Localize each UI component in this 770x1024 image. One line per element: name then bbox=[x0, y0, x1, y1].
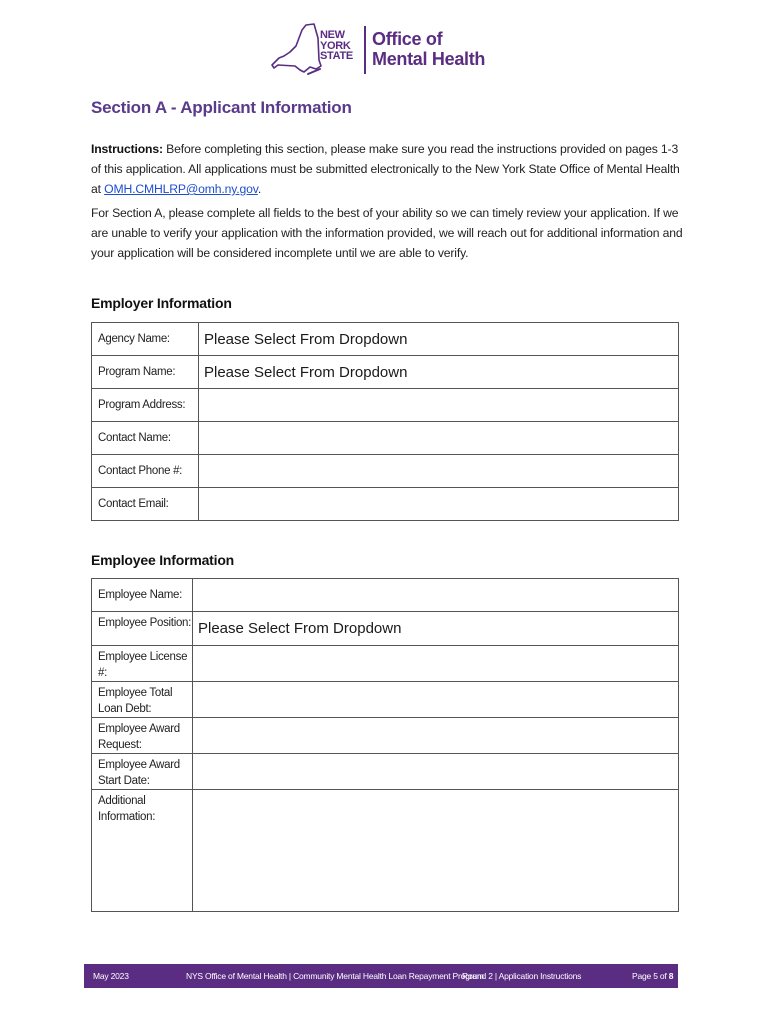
section-a-paragraph: For Section A, please complete all fields to the best of your ability so we can timely review your application. If we are unable to verify your application with the information provided, we will reach out for additional information and your application will be considered incomplete until we are able to verify. bbox=[91, 206, 683, 260]
instructions-end: . bbox=[257, 182, 262, 196]
employee-award-request-field[interactable] bbox=[193, 718, 679, 754]
table-row bbox=[92, 323, 679, 356]
office-line-1: Office of bbox=[372, 29, 443, 49]
field-label: Employee License #: bbox=[92, 646, 193, 682]
footer-round: Round 2 | Application Instructions bbox=[462, 971, 582, 981]
instructions-label: Instructions: bbox=[91, 142, 163, 156]
table-row bbox=[92, 488, 679, 521]
agency-name-dropdown[interactable]: Please Select From Dropdown bbox=[199, 323, 679, 356]
program-name-dropdown[interactable]: Please Select From Dropdown bbox=[199, 356, 679, 389]
contact-email-field[interactable] bbox=[199, 488, 679, 521]
new-york-state-map-icon bbox=[270, 22, 322, 80]
field-label: Employee Award Request: bbox=[92, 718, 193, 754]
table-row bbox=[92, 790, 679, 912]
field-label: Employee Position: bbox=[92, 612, 193, 646]
employee-total-loan-debt-field[interactable] bbox=[193, 682, 679, 718]
table-row bbox=[92, 718, 679, 754]
table-row bbox=[92, 646, 679, 682]
email-link[interactable]: OMH.CMHLRP@omh.ny.gov bbox=[104, 182, 258, 196]
state-line-2: YORK bbox=[320, 39, 351, 52]
table-row bbox=[92, 422, 679, 455]
footer-page-prefix: Page 5 of bbox=[632, 971, 669, 981]
field-label: Program Name: bbox=[92, 356, 199, 389]
employee-information-title: Employee Information bbox=[91, 552, 235, 568]
contact-phone-field[interactable] bbox=[199, 455, 679, 488]
nys-omh-logo bbox=[270, 22, 500, 80]
table-row bbox=[92, 754, 679, 790]
field-label: Additional Information: bbox=[92, 790, 193, 912]
footer-page-number bbox=[632, 971, 673, 981]
employee-license-field[interactable] bbox=[193, 646, 679, 682]
employee-name-field[interactable] bbox=[193, 579, 679, 612]
field-label: Employee Name: bbox=[92, 579, 193, 612]
additional-information-field[interactable] bbox=[193, 790, 679, 912]
contact-name-field[interactable] bbox=[199, 422, 679, 455]
field-label: Contact Name: bbox=[92, 422, 199, 455]
office-line-2: Mental Health bbox=[372, 49, 486, 69]
instructions-paragraph bbox=[91, 139, 691, 199]
page-footer bbox=[84, 964, 678, 988]
table-row bbox=[92, 389, 679, 422]
state-line-1: NEW bbox=[320, 29, 345, 41]
employer-information-table bbox=[91, 322, 679, 521]
table-row bbox=[92, 356, 679, 389]
field-label: Contact Email: bbox=[92, 488, 199, 521]
footer-program: NYS Office of Mental Health | Community Mental Health Loan Repayment Program bbox=[186, 971, 484, 981]
table-row bbox=[92, 455, 679, 488]
field-label: Employee Total Loan Debt: bbox=[92, 682, 193, 718]
logo-divider bbox=[364, 26, 366, 74]
office-wordmark bbox=[372, 29, 485, 69]
field-label: Contact Phone #: bbox=[92, 455, 199, 488]
employee-information-table bbox=[91, 578, 679, 912]
employee-position-dropdown[interactable]: Please Select From Dropdown bbox=[193, 612, 679, 646]
field-label: Employee Award Start Date: bbox=[92, 754, 193, 790]
new-york-state-wordmark bbox=[320, 30, 360, 62]
footer-page-total: 8 bbox=[668, 971, 674, 981]
program-address-field[interactable] bbox=[199, 389, 679, 422]
table-row bbox=[92, 612, 679, 646]
employer-information-title: Employer Information bbox=[91, 295, 232, 311]
section-title: Section A - Applicant Information bbox=[91, 98, 352, 117]
table-row bbox=[92, 579, 679, 612]
field-label: Agency Name: bbox=[92, 323, 199, 356]
employee-award-start-date-field[interactable] bbox=[193, 754, 679, 790]
table-row bbox=[92, 682, 679, 718]
state-line-3: STATE bbox=[320, 50, 353, 62]
instructions-text: Before completing this section, please make sure you read the instructions provided on pages 1-3 of this application. All applications must be submitted electronically to the New York State Office of Mental Health at bbox=[91, 142, 680, 196]
footer-date: May 2023 bbox=[93, 971, 129, 981]
field-label: Program Address: bbox=[92, 389, 199, 422]
